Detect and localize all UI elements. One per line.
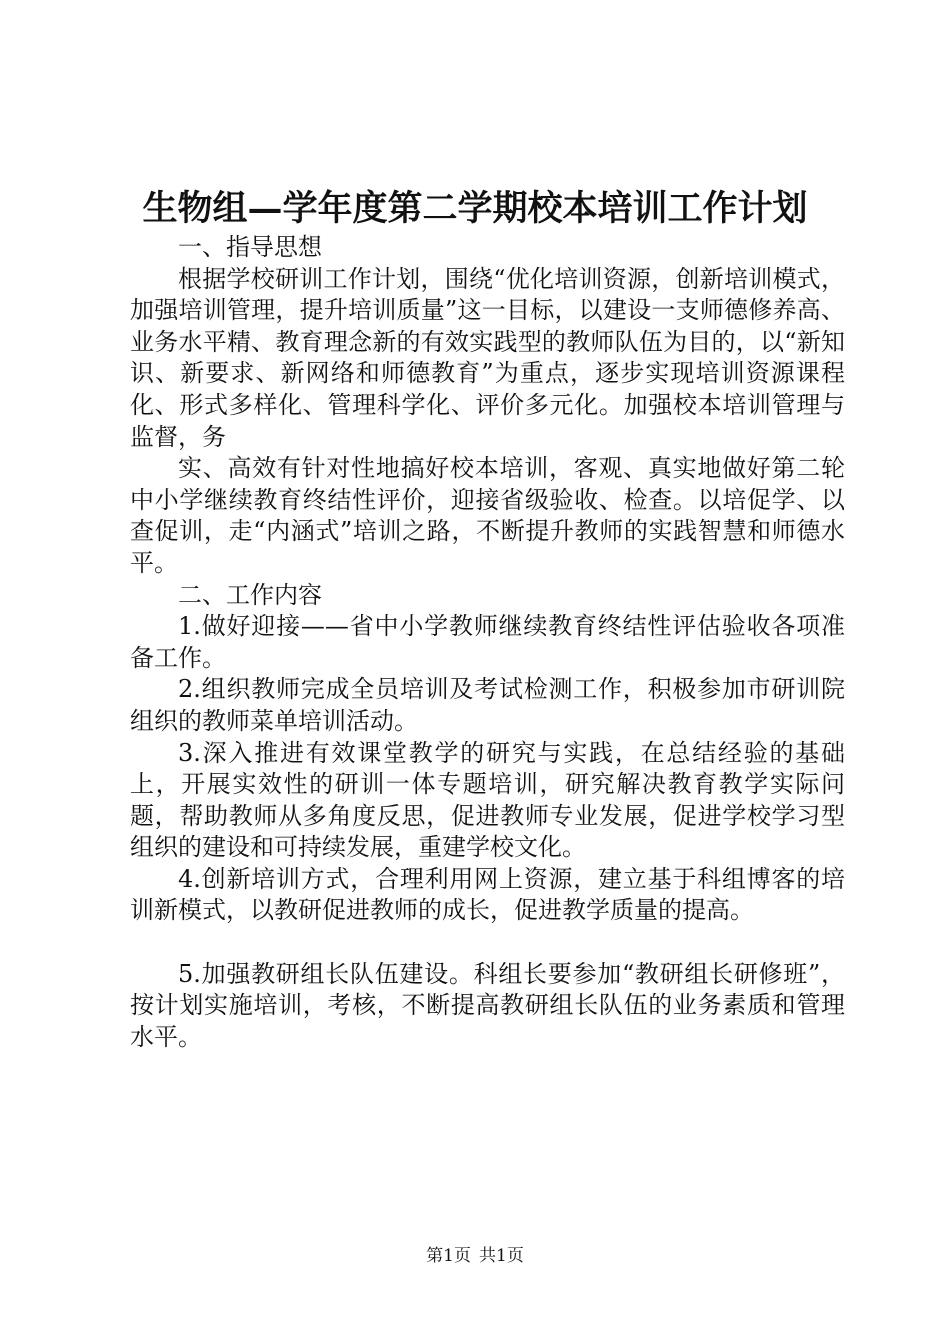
list-item-2: 2.组织教师完成全员培训及考试检测工作，积极参加市研训院组织的教师菜单培训活动。 bbox=[130, 675, 845, 735]
section-heading-work-content: 二、工作内容 bbox=[178, 580, 322, 609]
section-heading-guiding-ideology: 一、指导思想 bbox=[178, 233, 322, 261]
list-item-3: 3.深入推进有效课堂教学的研究与实践，在总结经验的基础上，开展实效性的研训一体专题培训，研究解决教育教学实际问题，帮助教师从多角度反思，促进教师专业发展，促进学校学习型组织的建设和可持续发展，重建学校文化。 bbox=[130, 738, 845, 862]
page-number-total: 共1页 bbox=[479, 1246, 524, 1266]
page-number-current: 第1页 bbox=[426, 1246, 471, 1266]
paragraph-guiding-ideology-2: 实、高效有针对性地搞好校本培训，客观、真实地做好第二轮中小学继续教育终结性评价，迎接省级验收、检查。以培促学、以查促训，走“内涵式”培训之路，不断提升教师的实践智慧和师德水平。 bbox=[130, 454, 845, 577]
page-footer bbox=[0, 1244, 950, 1268]
list-item-4: 4.创新培训方式，合理利用网上资源，建立基于科组博客的培训新模式，以教研促进教师的成长，促进教学质量的提高。 bbox=[130, 864, 845, 925]
document-title: 生物组—学年度第二学期校本培训工作计划 bbox=[142, 188, 808, 229]
document-body bbox=[130, 232, 845, 1053]
paragraph-guiding-ideology-1: 根据学校研训工作计划，围绕“优化培训资源，创新培训模式，加强培训管理，提升培训质量”这一目标，以建设一支师德修养高、业务水平精、教育理念新的有效实践型的教师队伍为目的，以“新知识、新要求、新网络和师德教育”为重点，逐步实现培训资源课程化、形式多样化、管理科学化、评价多元化。加强校本培训管理与监督，务 bbox=[130, 264, 845, 451]
list-item-5: 5.加强教研组长队伍建设。科组长要参加“教研组长研修班”，按计划实施培训，考核，不断提高教研组长队伍的业务素质和管理水平。 bbox=[130, 959, 845, 1051]
list-item-1: 1.做好迎接——省中小学教师继续教育终结性评估验收各项准备工作。 bbox=[130, 612, 845, 672]
